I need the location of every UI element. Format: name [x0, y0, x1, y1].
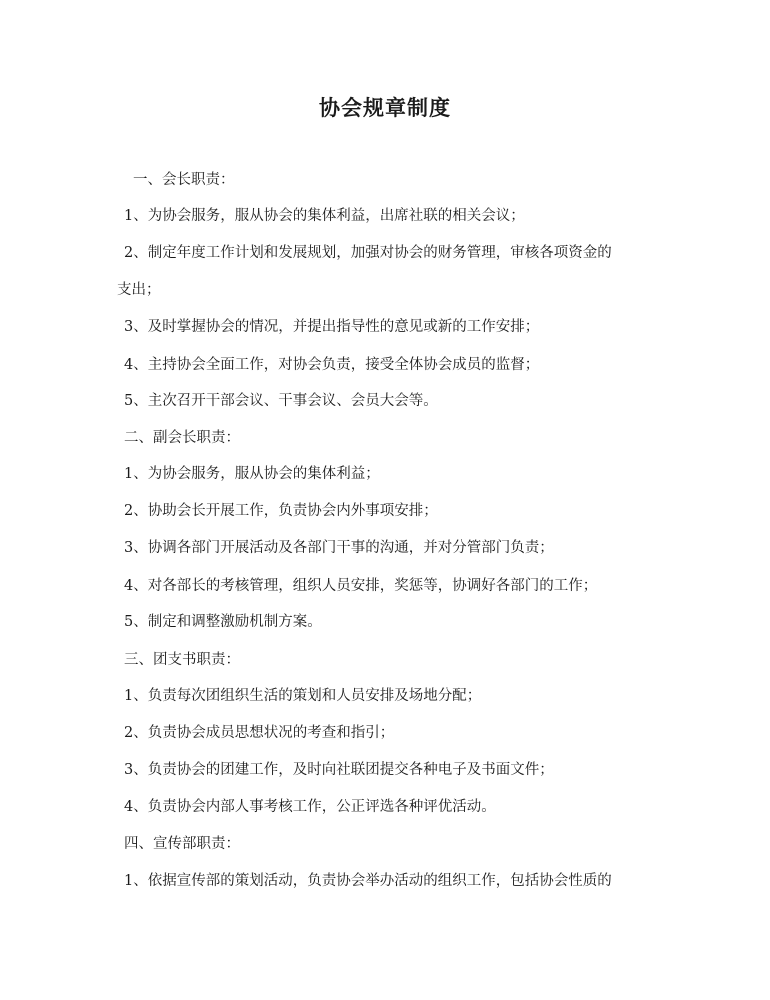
- paragraph-line: 1、负责每次团组织生活的策划和人员安排及场地分配；: [124, 688, 482, 704]
- paragraph-line: 3、负责协会的团建工作，及时向社联团提交各种电子及书面文件；: [124, 762, 554, 778]
- paragraph-line: 3、协调各部门开展活动及各部门干事的沟通，并对分管部门负责；: [124, 540, 554, 556]
- document-title: 协会规章制度: [319, 95, 451, 120]
- paragraph-line: 1、依据宣传部的策划活动，负责协会举办活动的组织工作，包括协会性质的: [124, 873, 612, 889]
- paragraph-line: 3、及时掌握协会的情况，并提出指导性的意见或新的工作安排；: [124, 319, 540, 335]
- paragraph-line: 2、制定年度工作计划和发展规划，加强对协会的财务管理，审核各项资金的: [124, 245, 612, 261]
- section-heading-league-secretary: 三、团支书职责：: [124, 652, 240, 668]
- paragraph-line: 5、制定和调整激励机制方案。: [124, 614, 322, 630]
- paragraph-line: 2、负责协会成员思想状况的考查和指引；: [124, 725, 395, 741]
- paragraph-line: 4、对各部长的考核管理，组织人员安排，奖惩等，协调好各部门的工作；: [124, 578, 598, 594]
- section-heading-vice-president: 二、副会长职责：: [124, 430, 240, 446]
- paragraph-line: 支出；: [117, 282, 161, 298]
- paragraph-line: 2、协助会长开展工作，负责协会内外事项安排；: [124, 503, 438, 519]
- paragraph-line: 1、为协会服务，服从协会的集体利益；: [124, 466, 380, 482]
- paragraph-line: 5、主次召开干部会议、干事会议、会员大会等。: [124, 393, 438, 409]
- paragraph-line: 4、主持协会全面工作，对协会负责，接受全体协会成员的监督；: [124, 357, 540, 373]
- paragraph-line: 1、为协会服务，服从协会的集体利益，出席社联的相关会议；: [124, 208, 525, 224]
- section-heading-president: 一、会长职责：: [133, 172, 235, 188]
- paragraph-line: 4、负责协会内部人事考核工作，公正评选各种评优活动。: [124, 799, 496, 815]
- section-heading-publicity: 四、宣传部职责：: [124, 836, 240, 852]
